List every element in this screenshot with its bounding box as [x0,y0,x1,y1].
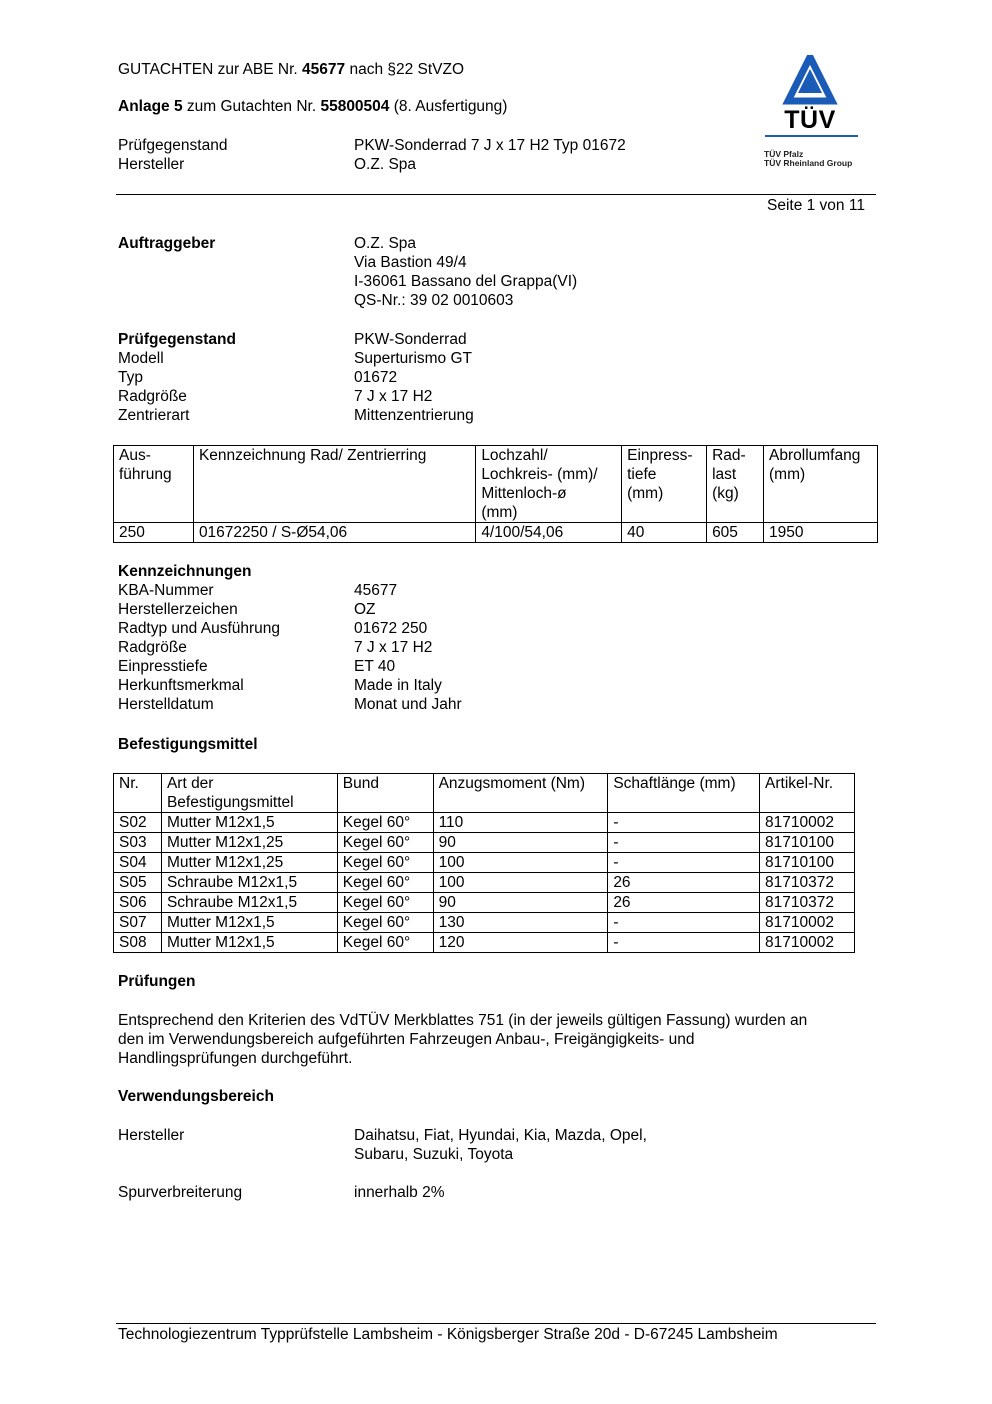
table-cell: 100 [433,873,608,893]
pruefgegenstand-value: PKW-Sonderrad [354,331,467,348]
marking-value: ET 40 [354,658,396,675]
table-cell: - [608,853,760,873]
table-cell: Kegel 60° [337,913,433,933]
verwendungsbereich-title: Verwendungsbereich [118,1088,274,1105]
pruefungen-text-line: Entsprechend den Kriterien des VdTÜV Merkblattes 751 (in der jeweils gültigen Fassung) wurden an [118,1012,808,1029]
table-cell: 40 [622,523,707,543]
table-cell: Kegel 60° [337,813,433,833]
header-cell: Anzugsmoment (Nm) [433,774,608,813]
pruefungen-text-line: den im Verwendungsbereich aufgeführten Fahrzeugen Anbau-, Freigängigkeits- und [118,1031,695,1048]
report-number: 55800504 [320,98,390,115]
table-cell: 81710002 [760,813,855,833]
marking-label: Herstelldatum [118,696,214,713]
befestigung-table [113,773,855,953]
table-cell: 81710372 [760,873,855,893]
title-text: GUTACHTEN zur ABE Nr. [118,61,303,78]
table-cell: Schraube M12x1,5 [161,893,337,913]
pruefgegenstand-label: Prüfgegenstand [118,331,236,348]
auftraggeber-line: I-36061 Bassano del Grappa(VI) [354,273,578,290]
logo-text: TÜV [784,106,836,134]
table-cell: 01672250 / S-Ø54,06 [193,523,475,543]
spec-value: 01672 [354,369,398,386]
table-header-row [114,774,855,813]
table-row [114,913,855,933]
attachment-suffix: (8. Ausfertigung) [389,98,508,115]
header-cell: Nr. [114,774,162,813]
page-number: Seite 1 von 11 [767,197,865,214]
table-cell: 90 [433,893,608,913]
hersteller-label: Hersteller [118,1127,185,1144]
logo-underline [765,135,858,137]
table-cell: - [608,813,760,833]
table-cell: 90 [433,833,608,853]
header-cell: Bund [337,774,433,813]
header-divider [116,194,876,195]
document-title [118,60,464,79]
table-cell: Kegel 60° [337,933,433,953]
footer-divider [116,1323,876,1324]
header-cell: Lochzahl/ Lochkreis- (mm)/ Mittenloch-ø (mm) [476,446,622,523]
table-cell: - [608,933,760,953]
attachment-label: Anlage 5 [118,98,183,115]
table-cell: 26 [608,893,760,913]
table-cell: 120 [433,933,608,953]
marking-label: KBA-Nummer [118,582,214,599]
attachment-text: zum Gutachten Nr. [182,98,321,115]
spurverbreiterung-value: innerhalb 2% [354,1184,445,1201]
befestigung-title: Befestigungsmittel [118,736,258,753]
table-cell: 110 [433,813,608,833]
table-cell: 130 [433,913,608,933]
auftraggeber-line: Via Bastion 49/4 [354,254,467,271]
table-cell: 81710100 [760,853,855,873]
auftraggeber-label: Auftraggeber [118,235,216,252]
table-cell: Kegel 60° [337,833,433,853]
table-cell: 4/100/54,06 [476,523,622,543]
spurverbreiterung-label: Spurverbreiterung [118,1184,243,1201]
spec-label: Typ [118,369,143,386]
header-cell: Aus- führung [114,446,194,523]
marking-label: Herstellerzeichen [118,601,238,618]
spec-label: Modell [118,350,164,367]
table-cell: Mutter M12x1,25 [161,833,337,853]
table-row [114,873,855,893]
ausfuehrung-table [113,445,878,543]
auftraggeber-line: QS-Nr.: 39 02 0010603 [354,292,514,309]
table-cell: S04 [114,853,162,873]
header-label-pruefgegenstand: Prüfgegenstand [118,137,228,154]
table-header-row [114,446,878,523]
table-cell: S05 [114,873,162,893]
pruefungen-text-line: Handlingsprüfungen durchgeführt. [118,1050,353,1067]
table-row [114,813,855,833]
header-cell: Artikel-Nr. [760,774,855,813]
marking-value: OZ [354,601,376,618]
table-row [114,523,878,543]
table-cell: S03 [114,833,162,853]
table-cell: Mutter M12x1,5 [161,913,337,933]
spec-value: Superturismo GT [354,350,473,367]
header-value-pruefgegenstand: PKW-Sonderrad 7 J x 17 H2 Typ 01672 [354,137,626,154]
marking-value: Made in Italy [354,677,442,694]
spec-label: Zentrierart [118,407,190,424]
table-cell: S06 [114,893,162,913]
table-cell: Kegel 60° [337,853,433,873]
table-cell: 605 [707,523,764,543]
table-cell: S07 [114,913,162,933]
spec-value: 7 J x 17 H2 [354,388,433,405]
header-value-hersteller: O.Z. Spa [354,156,417,173]
table-cell: Schraube M12x1,5 [161,873,337,893]
auftraggeber-line: O.Z. Spa [354,235,417,252]
header-cell: Rad- last (kg) [707,446,764,523]
marking-value: 45677 [354,582,398,599]
table-cell: - [608,833,760,853]
header-cell: Abrollumfang (mm) [764,446,878,523]
header-cell: Schaftlänge (mm) [608,774,760,813]
marking-label: Radgröße [118,639,187,656]
table-cell: Kegel 60° [337,893,433,913]
header-cell: Art der Befestigungsmittel [161,774,337,813]
table-row [114,853,855,873]
logo-sub-1: TÜV Pfalz [764,149,804,159]
logo-sub-2: TÜV Rheinland Group [764,158,853,168]
marking-value: 01672 250 [354,620,428,637]
table-cell: 81710002 [760,933,855,953]
table-cell: 26 [608,873,760,893]
table-cell: S02 [114,813,162,833]
table-cell: - [608,913,760,933]
tuv-triangle-icon [762,55,862,107]
header-cell: Einpress- tiefe (mm) [622,446,707,523]
attachment-line [118,97,507,116]
hersteller-list-line: Subaru, Suzuki, Toyota [354,1146,514,1163]
spec-value: Mittenzentrierung [354,407,474,424]
hersteller-list-line: Daihatsu, Fiat, Hyundai, Kia, Mazda, Opel, [354,1127,647,1144]
table-cell: 81710002 [760,913,855,933]
table-row [114,933,855,953]
header-label-hersteller: Hersteller [118,156,185,173]
marking-value: Monat und Jahr [354,696,462,713]
marking-label: Herkunftsmerkmal [118,677,244,694]
spec-label: Radgröße [118,388,187,405]
marking-label: Radtyp und Ausführung [118,620,281,637]
marking-value: 7 J x 17 H2 [354,639,433,656]
table-cell: 81710100 [760,833,855,853]
abe-number: 45677 [302,61,346,78]
table-cell: Mutter M12x1,5 [161,933,337,953]
title-suffix: nach §22 StVZO [345,61,465,78]
table-cell: Kegel 60° [337,873,433,893]
pruefungen-title: Prüfungen [118,973,196,990]
kennzeichnungen-title: Kennzeichnungen [118,563,252,580]
header-cell: Kennzeichnung Rad/ Zentrierring [193,446,475,523]
table-cell: 81710372 [760,893,855,913]
table-cell: Mutter M12x1,25 [161,853,337,873]
table-cell: 100 [433,853,608,873]
table-row [114,893,855,913]
table-cell: 250 [114,523,194,543]
table-cell: Mutter M12x1,5 [161,813,337,833]
marking-label: Einpresstiefe [118,658,208,675]
table-cell: 1950 [764,523,878,543]
footer-text: Technologiezentrum Typprüfstelle Lambsheim - Königsberger Straße 20d - D-67245 Lambsheim [118,1326,778,1343]
table-cell: S08 [114,933,162,953]
table-row [114,833,855,853]
